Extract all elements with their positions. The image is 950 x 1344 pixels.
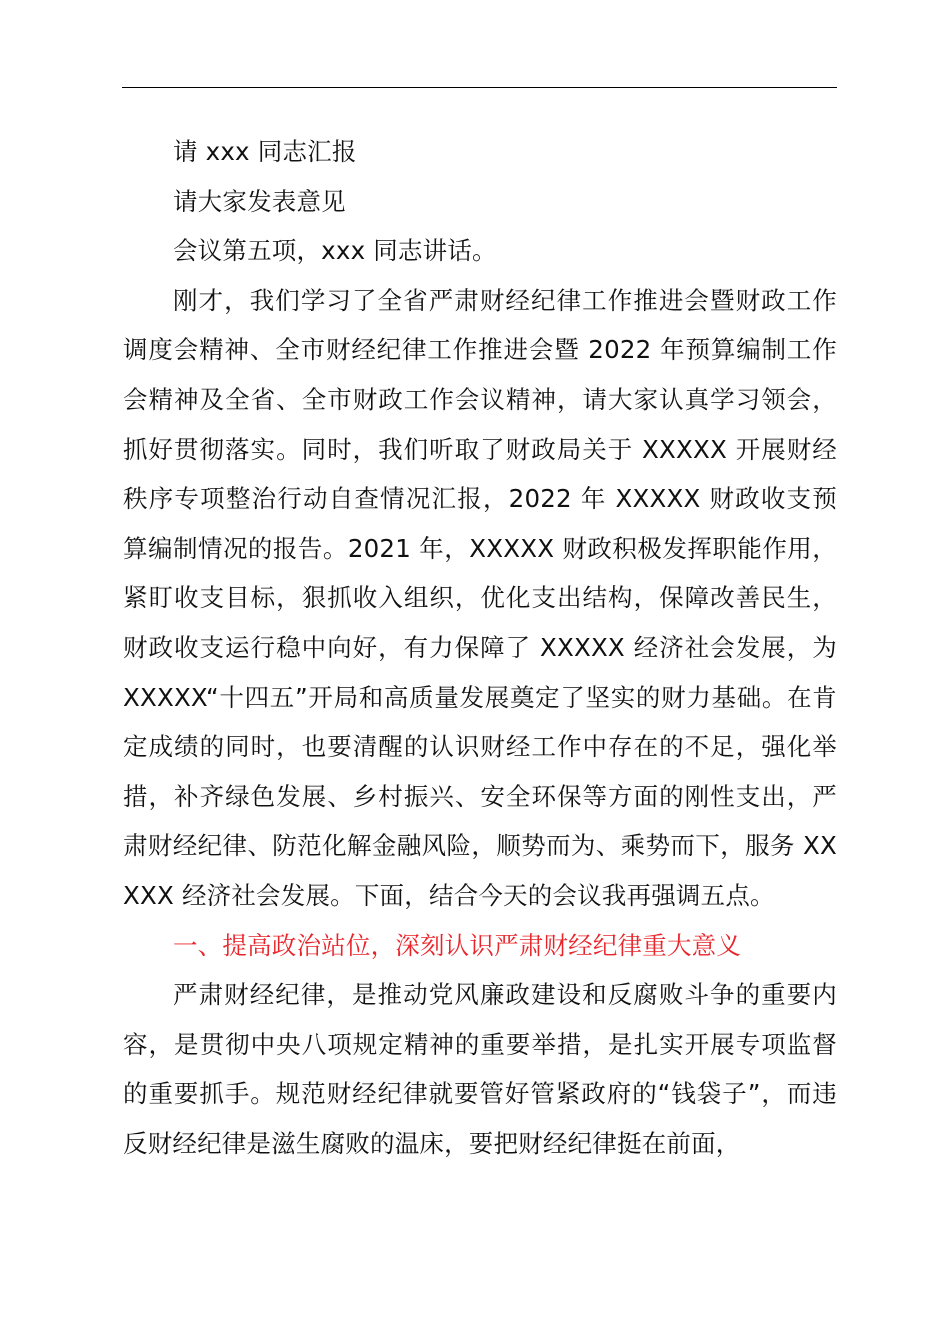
paragraph-report-request: 请 xxx 同志汇报 bbox=[172, 137, 357, 166]
section-heading-1: 一、提高政治站位，深刻认识严肃财经纪律重大意义 bbox=[172, 930, 742, 960]
paragraph-speech-main: 刚才，我们学习了全省严肃财经纪律工作推进会暨财政工作调度会精神、全市财经纪律工作推进会暨 2022 年预算编制工作会精神及全省、全市财政工作会议精神，请大家认真学习领会，抓好贯彻落实。同时，我们听取了财政局关于 XXXXX 开展财经秩序专项整治行动自查情况汇报，2022 年 XXXXX 财政收支预算编制情况的报告。2021 年，XXXXX 财政积极发挥职能作用，紧盯收支目标，狠抓收入组织，优化支出结构，保障改善民生，财政收支运行稳中向好，有力保障了 XXXXX 经济社会发展，为 XXXXX“十四五”开局和高质量发展奠定了坚实的财力基础。在肯定成绩的同时，也要清醒的认识财经工作中存在的不足，强化举措，补齐绿色发展、乡村振兴、安全环保等方面的刚性支出，严肃财经纪律、防范化解金融风险，顺势而为、乘势而下，服务 XXXXX 经济社会发展。下面，结合今天的会议我再强调五点。 bbox=[123, 285, 837, 910]
document-body bbox=[123, 127, 837, 1168]
paragraph-section-1-body: 严肃财经纪律，是推动党风廉政建设和反腐败斗争的重要内容，是贯彻中央八项规定精神的重要举措，是扎实开展专项监督的重要抓手。规范财经纪律就要管好管紧政府的“钱袋子”，而违反财经纪律是滋生腐败的温床，要把财经纪律挺在前面， bbox=[123, 980, 837, 1158]
paragraph-opinion-request: 请大家发表意见 bbox=[172, 186, 346, 216]
paragraph-fifth-item: 会议第五项，xxx 同志讲话。 bbox=[172, 236, 497, 266]
header-rule bbox=[122, 87, 837, 88]
